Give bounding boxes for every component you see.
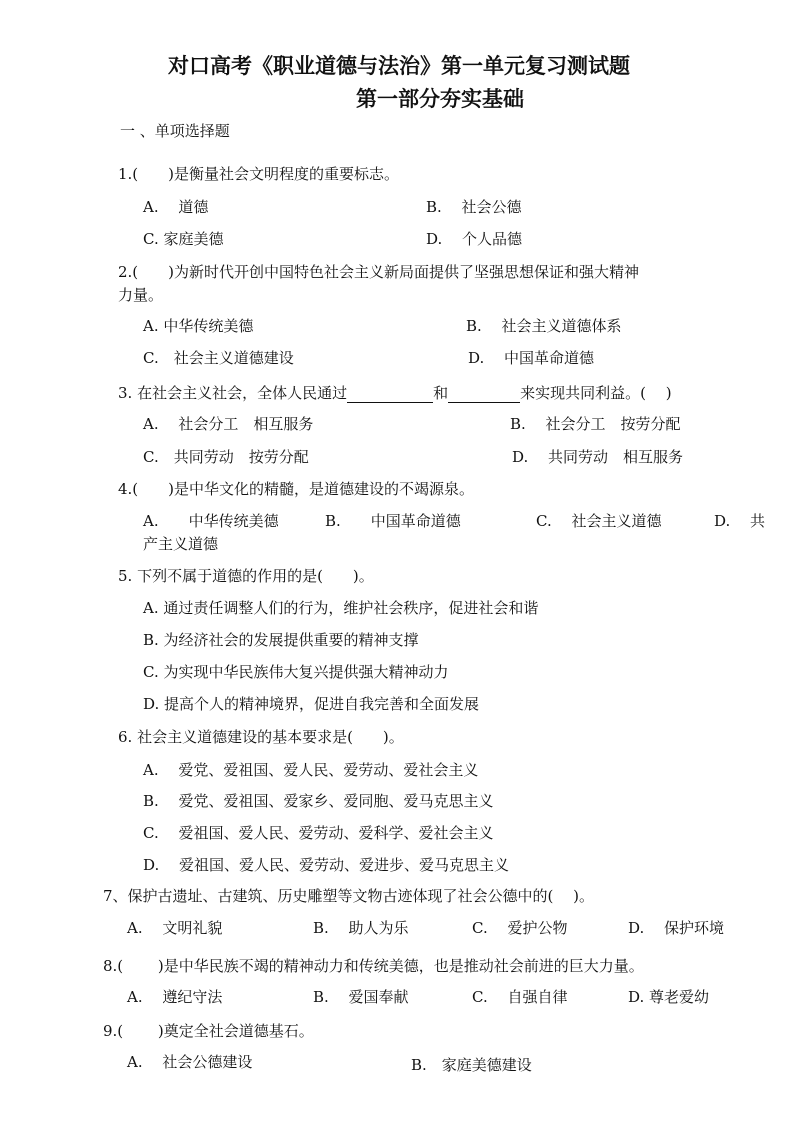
question-3-option-b: B. 社会分工 按劳分配 [510,415,681,433]
question-4-option-b: B. 中国革命道德 [325,512,461,530]
question-8-option-c: C. 自强自律 [472,988,568,1006]
question-7-option-c: C. 爱护公物 [472,919,568,937]
question-2-stem-continued: 力量。 [118,286,164,304]
question-3-option-a: A. 社会分工 相互服务 [143,415,314,433]
question-4-option-d: D. 共 [714,512,766,530]
question-5-option-b: B. 为经济社会的发展提供重要的精神支撑 [143,631,419,649]
question-6-option-b: B. 爱党、爱祖国、爱家乡、爱同胞、爱马克思主义 [143,792,494,810]
section-heading: 一 、单项选择题 [120,122,230,140]
question-8-option-d: D. 尊老爱幼 [628,988,710,1006]
question-4-option-d-wrap: 产主义道德 [143,535,219,553]
question-3-option-d: D. 共同劳动 相互服务 [512,448,684,466]
question-6-option-c: C. 爱祖国、爱人民、爱劳动、爱科学、爱社会主义 [143,824,494,842]
answer-blank-1 [347,386,433,403]
question-9-option-b: B. 家庭美德建设 [411,1056,532,1074]
question-3-stem-part-2: 和 [433,384,449,402]
question-1-stem: 1.( )是衡量社会文明程度的重要标志。 [118,165,400,183]
question-1-option-b: B. 社会公德 [426,198,522,216]
question-8-stem: 8.( )是中华民族不竭的精神动力和传统美德，也是推动社会前进的巨大力量。 [103,957,644,975]
question-1-option-d: D. 个人品德 [426,230,523,248]
question-2-option-c: C. 社会主义道德建设 [143,349,294,367]
question-2-option-a: A. 中华传统美德 [143,317,254,335]
question-5-option-c: C. 为实现中华民族伟大复兴提供强大精神动力 [143,663,449,681]
page-title: 对口高考《职业道德与法治》第一单元复习测试题 [168,53,630,78]
question-6-stem: 6. 社会主义道德建设的基本要求是( )。 [118,728,404,746]
question-7-stem: 7、保护古遗址、古建筑、历史雕塑等文物古迹体现了社会公德中的( )。 [103,887,595,905]
question-8-option-b: B. 爱国奉献 [313,988,409,1006]
question-9-option-a: A. 社会公德建设 [127,1053,253,1071]
question-5-option-a: A. 通过责任调整人们的行为，维护社会秩序，促进社会和谐 [143,599,539,617]
question-2-option-b: B. 社会主义道德体系 [466,317,622,335]
answer-blank-2 [448,386,520,403]
question-4-stem: 4.( )是中华文化的精髓，是道德建设的不竭源泉。 [118,480,475,498]
question-2-option-d: D. 中国革命道德 [468,349,595,367]
question-9-stem: 9.( )奠定全社会道德基石。 [103,1022,314,1040]
question-1-option-c: C. 家庭美德 [143,230,224,248]
question-3-stem-part-1: 3. 在社会主义社会，全体人民通过 [118,384,348,402]
question-7-option-a: A. 文明礼貌 [127,919,223,937]
question-6-option-a: A. 爱党、爱祖国、爱人民、爱劳动、爱社会主义 [143,761,479,779]
question-3-stem [118,383,672,403]
question-5-stem: 5. 下列不属于道德的作用的是( )。 [118,567,374,585]
question-7-option-b: B. 助人为乐 [313,919,409,937]
question-5-option-d: D. 提高个人的精神境界，促进自我完善和全面发展 [143,695,480,713]
question-3-option-c: C. 共同劳动 按劳分配 [143,448,309,466]
question-8-option-a: A. 遵纪守法 [127,988,223,1006]
question-4-option-c: C. 社会主义道德 [536,512,662,530]
question-7-option-d: D. 保护环境 [628,919,725,937]
question-6-option-d: D. 爱祖国、爱人民、爱劳动、爱进步、爱马克思主义 [143,856,510,874]
question-3-stem-part-3: 来实现共同利益。( ) [520,384,672,402]
question-4-option-a: A. 中华传统美德 [143,512,279,530]
question-2-stem: 2.( )为新时代开创中国特色社会主义新局面提供了坚强思想保证和强大精神 [118,263,640,281]
page-subtitle: 第一部分夯实基础 [356,86,524,111]
question-1-option-a: A. 道德 [143,198,209,216]
